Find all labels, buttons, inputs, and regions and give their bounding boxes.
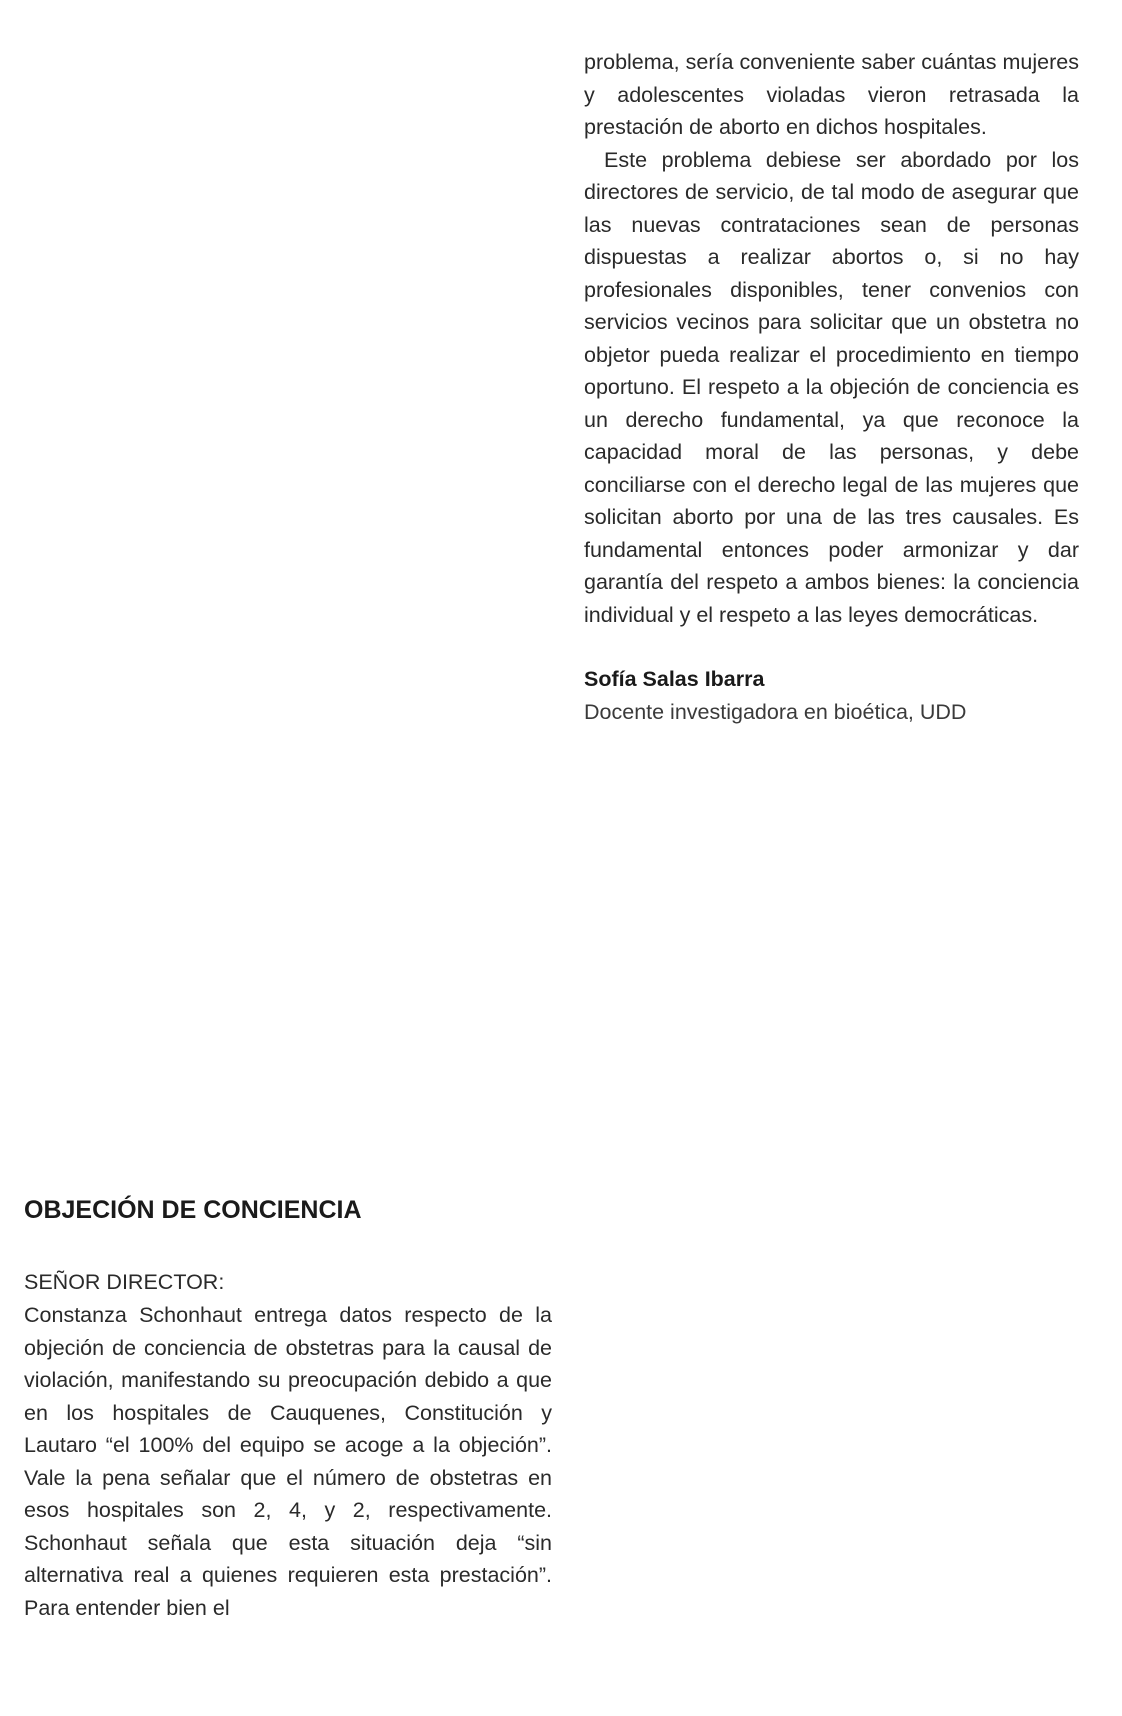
letter-body: Constanza Schonhaut entrega datos respecto de la objeción de conciencia de obstetras para la causal de violación, manifestando su preocupación debido a que en los hospitales de Cauquenes, Constitución y Lautaro “el 100% del equipo se acoge a la objeción”. Vale la pena señalar que el número de obstetras en esos hospitales son 2, 4, y 2, respectivamente. Schonhaut señala que esta situación deja “sin alternativa real a quienes requieren esta prestación”. Para entender bien el [24,1303,552,1620]
letter-salutation: SEÑOR DIRECTOR: [24,1270,225,1294]
right-paragraph-2: Este problema debiese ser abordado por los directores de servicio, de tal modo de asegurar que las nuevas contrataciones sean de personas dispuestas a realizar abortos o, si no hay profesionales disponibles, tener convenios con servicios vecinos para solicitar que un obstetra no objetor pueda realizar el procedimiento en tiempo oportuno. El respeto a la objeción de conciencia es un derecho fundamental, ya que reconoce la capacidad moral de las personas, y debe conciliarse con el derecho legal de las mujeres que solicitan aborto por una de las tres causales. Es fundamental entonces poder armonizar y dar garantía del respeto a ambos bienes: la conciencia individual y el respeto a las leyes democráticas. [584,147,1079,627]
author-name: Sofía Salas Ibarra [584,667,765,691]
left-column [24,1299,552,1624]
author-role: Docente investigadora en bioética, UDD [584,700,967,724]
right-paragraph-1: problema, sería conveniente saber cuántas mujeres y adolescentes violadas vieron retrasada la prestación de aborto en dichos hospitales. [584,50,1079,139]
letter-heading: OBJECIÓN DE CONCIENCIA [24,1196,362,1224]
right-column [584,46,1079,631]
